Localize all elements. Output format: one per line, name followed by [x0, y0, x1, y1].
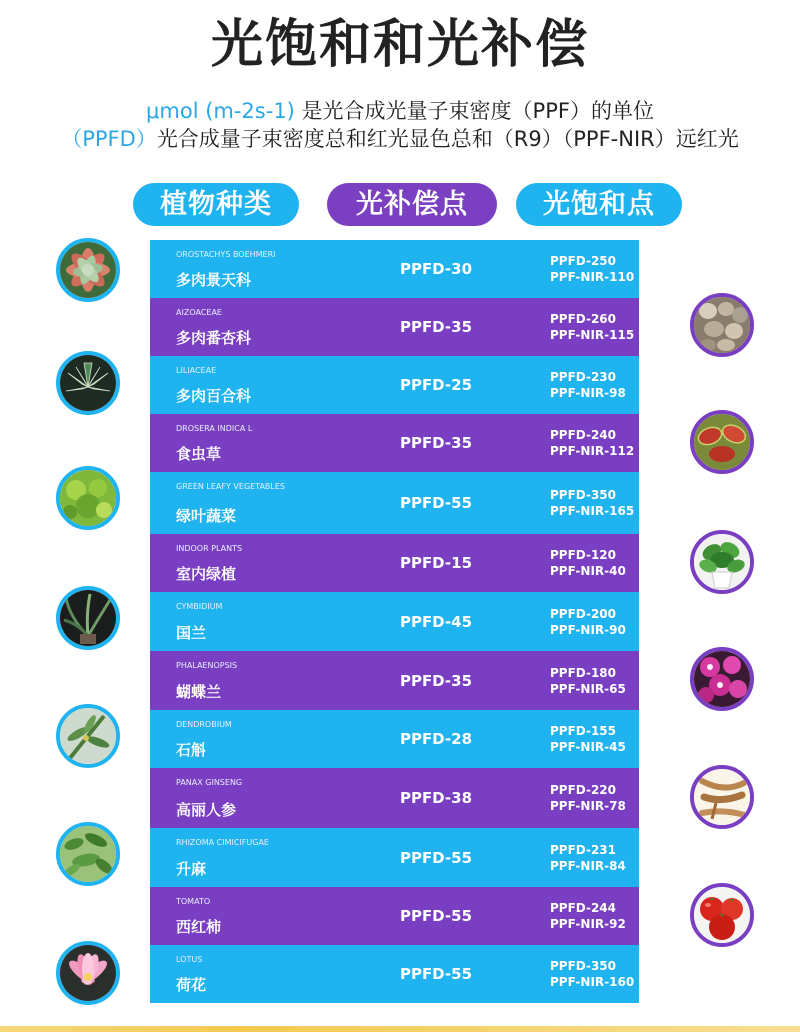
ginseng-icon	[690, 765, 754, 829]
succulent-icon	[56, 238, 120, 302]
header-plant-type: 植物种类	[133, 183, 299, 226]
ppfd-label: （PPFD）	[61, 127, 157, 151]
table-row	[150, 534, 639, 592]
compensation-value: PPFD-35	[399, 671, 473, 690]
saturation-ppf-nir: PPF-NIR-40	[550, 564, 626, 578]
plant-chinese-name: 多肉景天科	[176, 271, 252, 289]
plant-latin-name: AIZOACEAE	[176, 308, 222, 317]
plant-chinese-name: 多肉百合科	[176, 387, 252, 405]
saturation-ppfd: PPFD-120	[550, 548, 616, 562]
plant-latin-name: TOMATO	[176, 897, 211, 906]
saturation-values	[550, 592, 660, 651]
saturation-values	[550, 828, 660, 887]
saturation-ppf-nir: PPF-NIR-165	[550, 504, 635, 518]
unit-description: 是光合成光量子束密度（PPF）的单位	[294, 99, 654, 123]
plant-latin-name: PHALAENOPSIS	[176, 661, 238, 670]
compensation-value: PPFD-55	[399, 848, 473, 867]
plant-latin-name: DENDROBIUM	[176, 720, 232, 729]
saturation-ppfd: PPFD-350	[550, 959, 616, 973]
plant-chinese-name: 绿叶蔬菜	[176, 507, 237, 525]
plant-chinese-name: 国兰	[176, 624, 207, 642]
compensation-value: PPFD-55	[399, 965, 473, 983]
saturation-ppfd: PPFD-180	[550, 665, 616, 680]
plant-latin-name: RHIZOMA CIMICIFUGAE	[176, 838, 269, 847]
plant-latin-name: PANAX GINSENG	[176, 778, 243, 787]
compensation-value: PPFD-35	[399, 318, 473, 336]
table-row	[150, 356, 639, 414]
compensation-value: PPFD-55	[399, 907, 473, 925]
compensation-value: PPFD-28	[399, 730, 473, 748]
plant-latin-name: DROSERA INDICA L	[176, 424, 253, 433]
saturation-ppf-nir: PPF-NIR-92	[550, 917, 626, 931]
saturation-ppf-nir: PPF-NIR-84	[550, 858, 626, 873]
plant-chinese-name: 高丽人参	[176, 801, 237, 819]
saturation-ppfd: PPFD-231	[550, 842, 616, 857]
table-row	[150, 945, 639, 1003]
subtitle-line-1	[0, 97, 800, 125]
saturation-ppf-nir: PPF-NIR-65	[550, 681, 626, 696]
saturation-values	[550, 472, 660, 534]
compensation-value: PPFD-45	[399, 612, 473, 631]
lithops-icon	[690, 293, 754, 357]
subtitle-line-2	[0, 125, 800, 153]
table-row	[150, 887, 639, 945]
plant-chinese-name: 多肉番杏科	[176, 329, 252, 347]
compensation-value: PPFD-15	[399, 554, 473, 572]
saturation-ppfd: PPFD-200	[550, 606, 616, 621]
saturation-values	[550, 887, 660, 945]
compensation-value: PPFD-30	[399, 260, 473, 278]
header-saturation-point: 光饱和点	[516, 183, 682, 226]
saturation-values	[550, 651, 660, 710]
cymbidium-icon	[56, 586, 120, 650]
plant-chinese-name: 石斛	[176, 741, 207, 759]
flytrap-icon	[690, 410, 754, 474]
leafy-greens-icon	[56, 466, 120, 530]
compensation-value: PPFD-55	[399, 494, 473, 512]
saturation-values	[550, 414, 660, 472]
ppfd-description: 光合成量子束密度总和红光显色总和（R9）（PPF-NIR）远红光	[156, 127, 739, 151]
saturation-values	[550, 356, 660, 414]
table-row	[150, 240, 639, 298]
saturation-ppf-nir: PPF-NIR-45	[550, 740, 626, 754]
dendrobium-icon	[56, 704, 120, 768]
saturation-ppfd: PPFD-260	[550, 312, 616, 326]
potted-plant-icon	[690, 530, 754, 594]
unit-label: μmol (m-2s-1)	[146, 99, 295, 123]
saturation-values	[550, 768, 660, 828]
plant-chinese-name: 西红柿	[176, 918, 222, 936]
table-row	[150, 592, 639, 651]
compensation-value: PPFD-35	[399, 434, 473, 452]
plant-latin-name: CYMBIDIUM	[176, 602, 223, 611]
saturation-ppf-nir: PPF-NIR-112	[550, 444, 635, 458]
saturation-ppf-nir: PPF-NIR-90	[550, 622, 626, 637]
table-row	[150, 472, 639, 534]
plant-latin-name: LILIACEAE	[176, 366, 217, 375]
plant-chinese-name: 升麻	[176, 860, 207, 878]
saturation-ppf-nir: PPF-NIR-110	[550, 270, 635, 284]
saturation-ppfd: PPFD-244	[550, 901, 616, 915]
saturation-values	[550, 534, 660, 592]
plant-chinese-name: 室内绿植	[176, 565, 237, 583]
plant-latin-name: GREEN LEAFY VEGETABLES	[176, 482, 286, 491]
table-row	[150, 828, 639, 887]
saturation-ppfd: PPFD-230	[550, 370, 616, 384]
saturation-values	[550, 240, 660, 298]
saturation-ppf-nir: PPF-NIR-98	[550, 386, 626, 400]
saturation-ppfd: PPFD-240	[550, 428, 616, 442]
saturation-values	[550, 298, 660, 356]
compensation-value: PPFD-38	[399, 789, 473, 807]
saturation-ppf-nir: PPF-NIR-160	[550, 975, 635, 989]
bottom-decoration-strip	[0, 1026, 800, 1032]
table-row	[150, 710, 639, 768]
table-row	[150, 414, 639, 472]
saturation-ppfd: PPFD-250	[550, 254, 616, 268]
lotus-icon	[56, 941, 120, 1005]
saturation-ppfd: PPFD-220	[550, 783, 616, 797]
plant-latin-name: LOTUS	[176, 955, 203, 964]
plant-latin-name: INDOOR PLANTS	[176, 544, 243, 553]
saturation-ppfd: PPFD-350	[550, 488, 616, 502]
haworthia-icon	[56, 351, 120, 415]
table-row	[150, 768, 639, 828]
saturation-ppf-nir: PPF-NIR-115	[550, 328, 635, 342]
plant-latin-name: OROSTACHYS BOEHMERI	[176, 250, 276, 259]
table-row	[150, 298, 639, 356]
saturation-ppf-nir: PPF-NIR-78	[550, 799, 626, 813]
saturation-ppfd: PPFD-155	[550, 724, 616, 738]
tomato-icon	[690, 883, 754, 947]
page-title: 光饱和和光补偿	[210, 15, 589, 75]
table-row	[150, 651, 639, 710]
orchid-icon	[690, 647, 754, 711]
plant-chinese-name: 蝴蝶兰	[176, 683, 222, 701]
saturation-values	[550, 945, 660, 1003]
plant-chinese-name: 食虫草	[176, 445, 222, 463]
cimicifuga-icon	[56, 822, 120, 886]
plant-chinese-name: 荷花	[176, 976, 207, 994]
compensation-value: PPFD-25	[399, 376, 473, 394]
header-compensation-point: 光补偿点	[327, 183, 497, 226]
saturation-values	[550, 710, 660, 768]
